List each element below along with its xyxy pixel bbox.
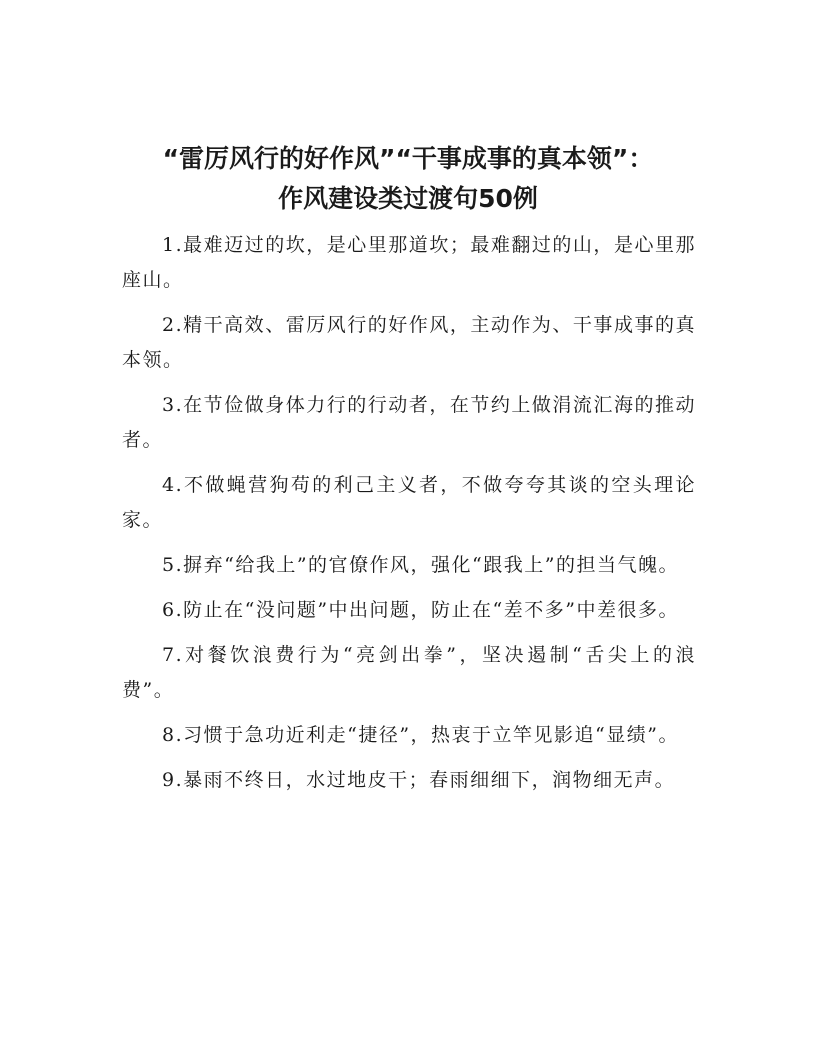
document-title-line-1: “雷厉风行的好作风”“干事成事的真本领”： xyxy=(162,144,654,173)
paragraph-8: 8.习惯于急功近利走“捷径”，热衷于立竿见影追“显绩”。 xyxy=(162,724,679,746)
paragraph-1: 1.最难迈过的坎，是心里那道坎；最难翻过的山，是心里那座山。 xyxy=(122,234,696,291)
paragraph-3: 3.在节俭做身体力行的行动者，在节约上做涓流汇海的推动者。 xyxy=(122,394,696,451)
paragraph-2: 2.精干高效、雷厉风行的好作风，主动作为、干事成事的真本领。 xyxy=(122,314,696,371)
paragraph-9: 9.暴雨不终日，水过地皮干；春雨细细下，润物细无声。 xyxy=(162,769,676,791)
paragraph-5: 5.摒弃“给我上”的官僚作风，强化“跟我上”的担当气魄。 xyxy=(162,554,679,576)
paragraph-4: 4.不做蝇营狗苟的利己主义者，不做夸夸其谈的空头理论家。 xyxy=(122,474,696,531)
paragraph-7: 7.对餐饮浪费行为“亮剑出拳”，坚决遏制“舌尖上的浪费”。 xyxy=(122,644,696,701)
document-title-line-2: 作风建设类过渡句50例 xyxy=(278,184,538,213)
document-body xyxy=(122,228,696,808)
paragraph-6: 6.防止在“没问题”中出问题，防止在“差不多”中差很多。 xyxy=(162,599,679,621)
